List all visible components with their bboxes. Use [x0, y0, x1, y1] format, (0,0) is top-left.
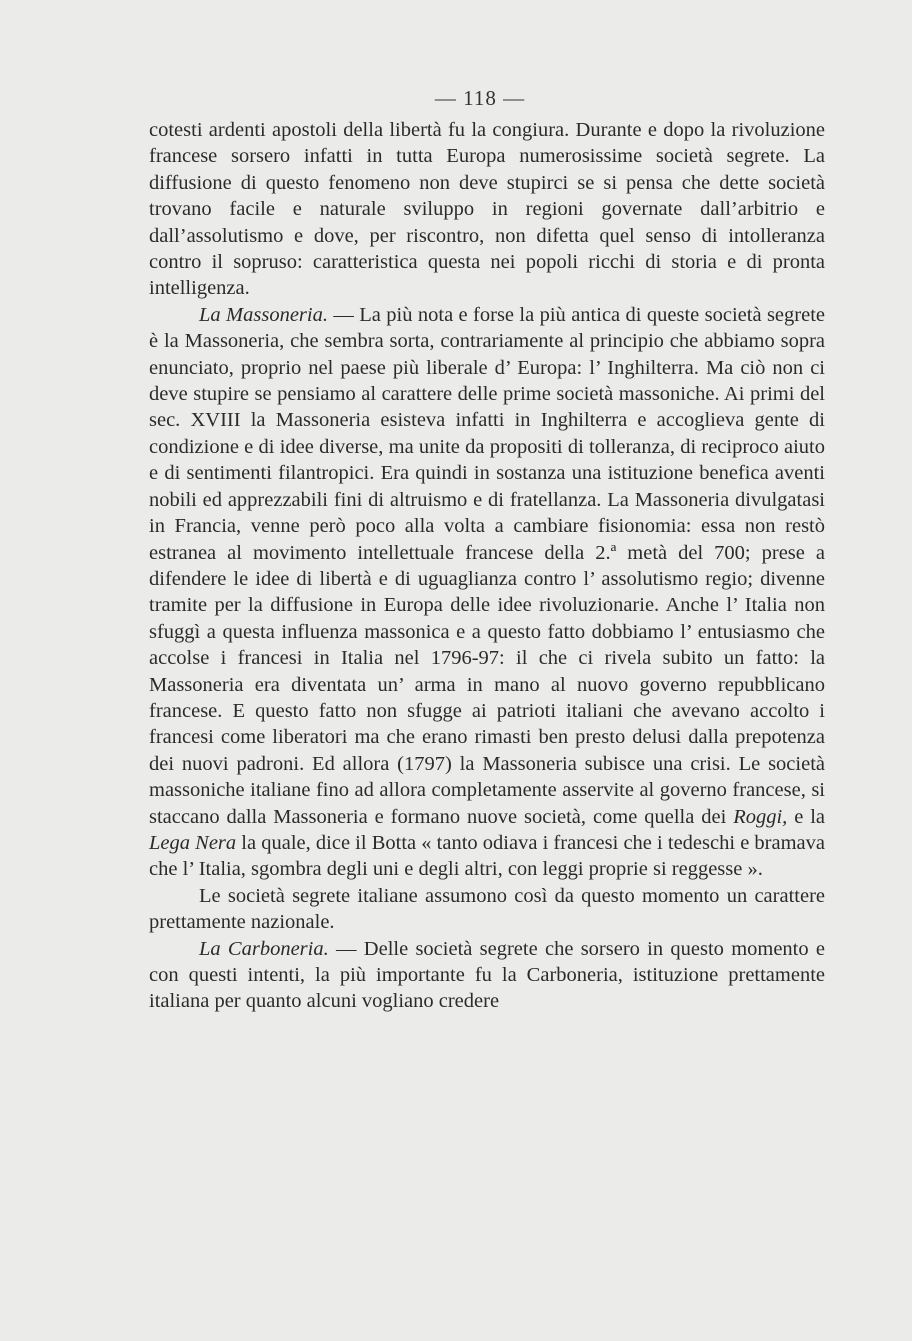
- massoneria-end: la quale, dice il Botta « tanto odiava i francesi che i tedeschi e bramava che l’ Italia, sgombra degli uni e degli altri, con leggi proprie si reggesse ».: [149, 831, 825, 881]
- roggi-term: Roggi,: [733, 805, 788, 828]
- carboneria-body: — Delle società segrete che sorsero in questo momento e con questi intenti, la più importante fu la Carboneria, istituzione prettamente italiana per quanto alcuni vogliano credere: [149, 937, 826, 1013]
- paragraph-national-character: Le società segrete italiane assumono così da questo momento un carattere prettamente nazionale.: [149, 884, 825, 934]
- paragraph-massoneria: [149, 302, 825, 883]
- massoneria-body: — La più nota e forse la più antica di queste società segrete è la Massoneria, che sembra sorta, contrariamente al principio che abbiamo sopra enunciato, proprio nel paese più liberale d’ Europa: l’ Inghilterra. Ma ciò non ci deve stupire se pensiamo al carattere delle prime società massoniche. Ai primi del sec. XVIII la Massoneria esisteva infatti in Inghilterra e accoglieva gente di condizione e di idee diverse, ma unite da propositi di tolleranza, di reciproco aiuto e di sentimenti filantropici. Era quindi in sostanza una istituzione benefica aventi nobili ed apprezzabili fini di altruismo e di fratellanza. La Massoneria divulgatasi in Francia, venne però poco alla volta a cambiare fisionomia: essa non restò estranea al movimento intellettuale francese della 2.ª metà del 700; prese a difendere le idee di libertà e di uguaglianza contro l’ assolutismo regio; divenne tramite per la diffusione in Europa delle idee rivoluzionarie. Anche l’ Italia non sfuggì a questa influenza massonica e a questo fatto dobbiamo l’ entusiasmo che accolse i francesi in Italia nel 1796-97: il che ci rivela subito un fatto: la Massoneria era diventata un’ arma in mano al nuovo governo repubblicano francese. E questo fatto non sfugge ai patrioti italiani che avevano accolto i francesi come liberatori ma che erano rimasti ben presto delusi dalla prepotenza dei nuovi padroni. Ed allora (1797) la Massoneria subisce una crisi. Le società massoniche italiane fino ad allora completamente asservite al governo francese, si staccano dalla Massoneria e formano nuove società, come quella dei: [149, 303, 825, 828]
- lega-nera-term: Lega Nera: [149, 831, 237, 854]
- paragraph-carboneria: [149, 936, 825, 1015]
- page-number: — 118 —: [434, 86, 526, 110]
- section-title-massoneria: La Massoneria.: [199, 303, 328, 326]
- body-text: [149, 117, 825, 1015]
- massoneria-mid: e la: [787, 805, 825, 828]
- paragraph-intro: cotesti ardenti apostoli della libertà fu la congiura. Durante e dopo la rivoluzione francese sorsero infatti in tutta Europa numerosissime società segrete. La diffusione di questo fenomeno non deve stupirci se si pensa che dette società trovano facile e naturale sviluppo in regioni governate dall’arbitrio e dall’assolutismo e dove, per riscontro, non difetta quel senso di intolleranza contro il sopruso: caratteristica questa nei popoli ricchi di storia e di pronta intelligenza.: [149, 119, 825, 300]
- section-title-carboneria: La Carboneria.: [199, 937, 329, 960]
